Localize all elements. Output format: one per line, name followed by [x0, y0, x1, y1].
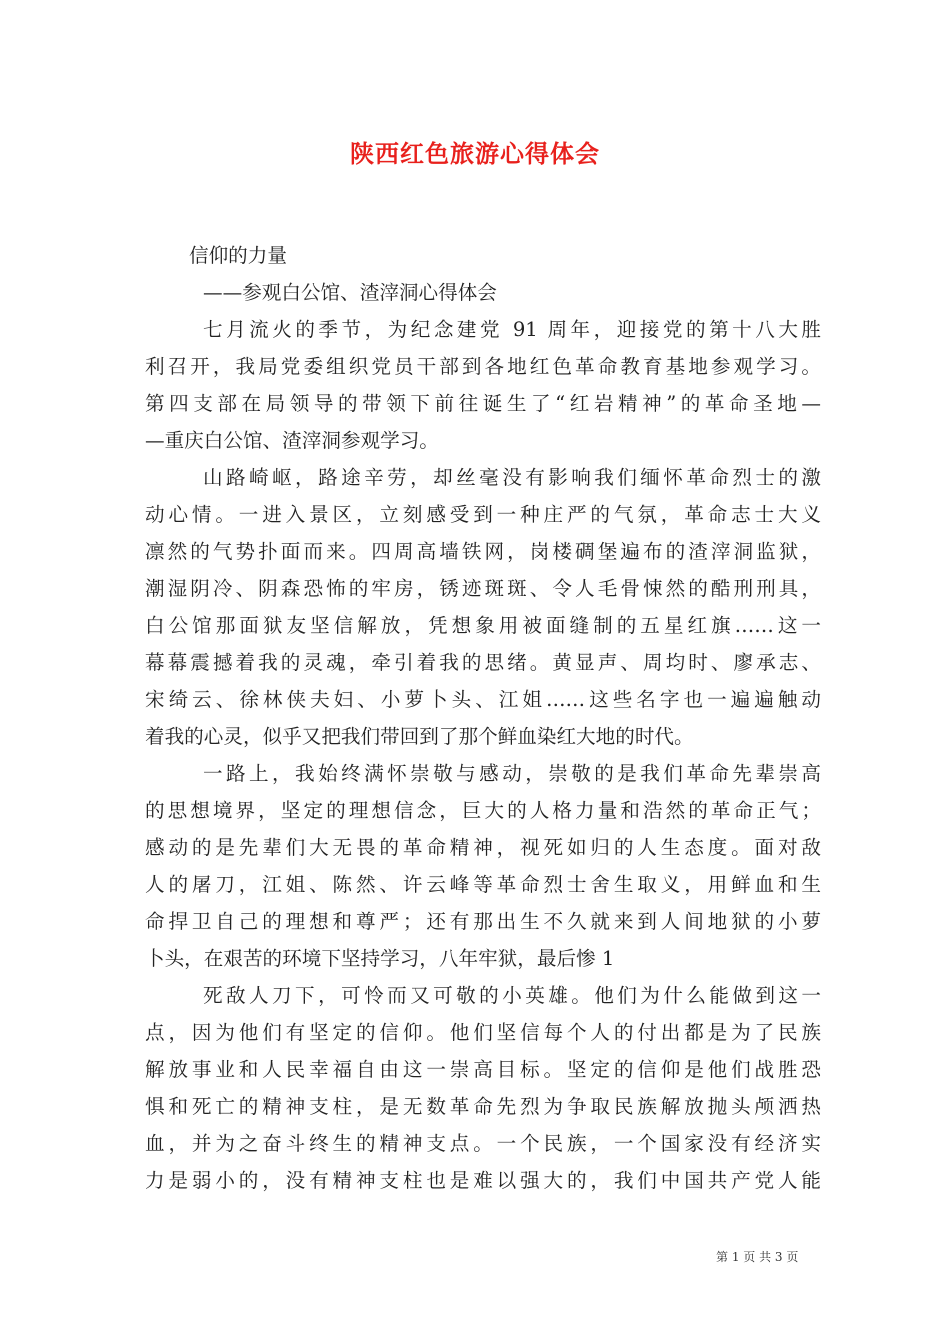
paragraph-line: 凛然的气势扑面而来。四周高墙铁网，岗楼碉堡遍布的渣滓洞监狱，	[145, 540, 821, 563]
document-body	[145, 237, 821, 1199]
paragraph-line: 人的屠刀，江姐、陈然、许云峰等革命烈士舍生取义，用鲜血和生	[145, 873, 821, 896]
paragraph-line: 力是弱小的，没有精神支柱也是难以强大的，我们中国共产党人能	[145, 1169, 821, 1192]
paragraph-line: 第四支部在局领导的带领下前往诞生了“红岩精神”的革命圣地—	[145, 392, 821, 415]
paragraph-line: 动心情。一进入景区，立刻感受到一种庄严的气氛，革命志士大义	[145, 503, 821, 526]
paragraph-line: 的思想境界，坚定的理想信念，巨大的人格力量和浩然的革命正气；	[145, 799, 821, 822]
page-number-footer: 第 1 页 共 3 页	[716, 1250, 799, 1264]
paragraph-line: 七月流火的季节，为纪念建党 91 周年，迎接党的第十八大胜	[203, 318, 821, 341]
paragraph-line: 一路上，我始终满怀崇敬与感动，崇敬的是我们革命先辈崇高	[203, 762, 821, 785]
paragraph-line: 利召开，我局党委组织党员干部到各地红色革命教育基地参观学习。	[145, 355, 821, 378]
paragraph-line: 白公馆那面狱友坚信解放，凭想象用被面缝制的五星红旗……这一	[145, 614, 821, 637]
paragraph-line: 解放事业和人民幸福自由这一崇高目标。坚定的信仰是他们战胜恐	[145, 1058, 821, 1081]
paragraph-line: 卜头，在艰苦的环境下坚持学习，八年牢狱，最后惨 1	[145, 947, 615, 970]
paragraph-line: 惧和死亡的精神支柱，是无数革命先烈为争取民族解放抛头颅洒热	[145, 1095, 821, 1118]
paragraph-line: 点，因为他们有坚定的信仰。他们坚信每个人的付出都是为了民族	[145, 1021, 821, 1044]
paragraph-line: 命捍卫自己的理想和尊严；还有那出生不久就来到人间地狱的小萝	[145, 910, 821, 933]
paragraph-line: 着我的心灵，似乎又把我们带回到了那个鲜血染红大地的时代。	[145, 725, 694, 748]
paragraph-line: 感动的是先辈们大无畏的革命精神，视死如归的人生态度。面对敌	[145, 836, 821, 859]
document-title: 陕西红色旅游心得体会	[350, 139, 600, 168]
paragraph-line: 宋绮云、徐林侠夫妇、小萝卜头、江姐……这些名字也一遍遍触动	[145, 688, 821, 711]
paragraph-line: —重庆白公馆、渣滓洞参观学习。	[145, 429, 439, 452]
paragraph-line: 血，并为之奋斗终生的精神支点。一个民族，一个国家没有经济实	[145, 1132, 821, 1155]
paragraph-line: 山路崎岖，路途辛劳，却丝毫没有影响我们缅怀革命烈士的激	[203, 466, 821, 489]
paragraph-line: 死敌人刀下，可怜而又可敬的小英雄。他们为什么能做到这一	[203, 984, 821, 1007]
paragraph-line: 幕幕震撼着我的灵魂，牵引着我的思绪。黄显声、周均时、廖承志、	[145, 651, 821, 674]
paragraph-line: 潮湿阴冷、阴森恐怖的牢房，锈迹斑斑、令人毛骨悚然的酷刑刑具，	[145, 577, 821, 600]
section-subtitle: 信仰的力量	[189, 244, 287, 267]
section-subheading: ——参观白公馆、渣滓洞心得体会	[203, 281, 497, 304]
